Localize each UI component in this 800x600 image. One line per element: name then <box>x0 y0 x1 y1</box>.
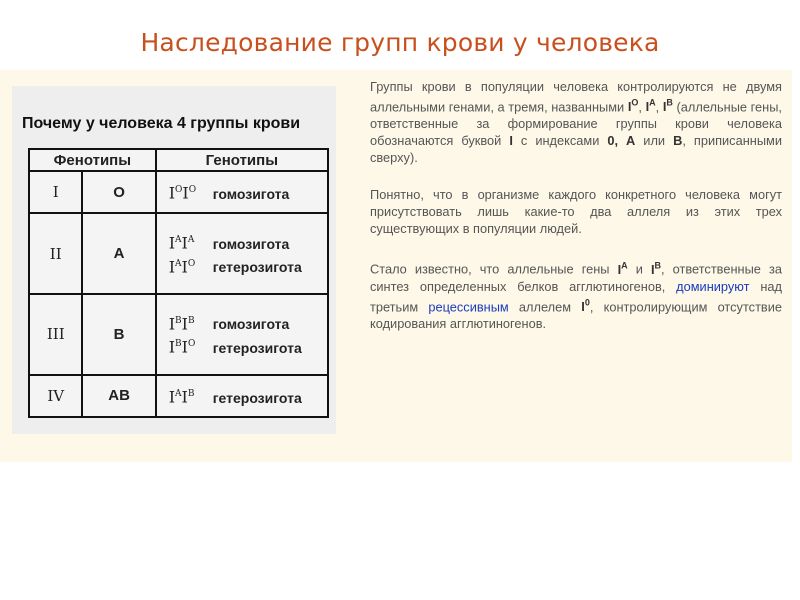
genotype-formula: $I^AI^B$ <box>168 387 195 407</box>
zygosity-label: гомозигота <box>212 316 290 333</box>
genotype-formula: $I^BI^B$ <box>168 314 195 334</box>
genotype-formula: $I^BI^O$ <box>168 337 196 357</box>
paragraph-3: Стало известно, что аллельные гены $I^A$ и $I^B$, ответственные за синтез определенных белков агглютиногенов, доминируют над третьим рецессивным аллелем $I^0$, контролирующим отсутствие кодирования агглютиногенов. <box>370 260 782 331</box>
table-row <box>29 213 328 294</box>
genotype-line <box>169 384 327 407</box>
blood-group-table-image <box>12 86 336 434</box>
genotype-formula: $I^AI^A$ <box>168 233 195 253</box>
header-genotypes: Генотипы <box>156 149 328 171</box>
table-row <box>29 171 328 213</box>
slide-title: Наследование групп крови у человека <box>140 28 660 57</box>
paragraph-2: Понятно, что в организме каждого конкретного человека могут присутствовать лишь какие-то два аллеля из этих трех существующих в популяции людей. <box>370 187 782 237</box>
genotype-formula: $I^OI^O$ <box>168 183 197 203</box>
group-number: III <box>29 294 82 375</box>
table-header-row <box>29 149 328 171</box>
zygosity-label: гетерозигота <box>212 389 302 406</box>
genotype-cell <box>156 375 328 417</box>
genotype-line <box>169 230 327 253</box>
genotype-cell <box>156 171 328 213</box>
table-row <box>29 375 328 417</box>
text-block <box>370 78 782 352</box>
header-phenotypes: Фенотипы <box>29 149 156 171</box>
genotype-line <box>169 311 327 334</box>
group-number: IV <box>29 375 82 417</box>
genotype-line <box>169 180 327 203</box>
zygosity-label: гомозигота <box>212 235 290 252</box>
genotype-line <box>169 254 327 277</box>
phenotype-cell: O <box>82 171 155 213</box>
phenotype-cell: B <box>82 294 155 375</box>
link-dominate[interactable]: доминируют <box>676 278 750 294</box>
phenotype-cell: A <box>82 213 155 294</box>
phenotype-cell: AB <box>82 375 155 417</box>
group-number: II <box>29 213 82 294</box>
genotype-cell <box>156 294 328 375</box>
zygosity-label: гетерозигота <box>212 258 302 275</box>
genotype-cell <box>156 213 328 294</box>
genotype-line <box>169 334 327 357</box>
table-heading: Почему у человека 4 группы крови <box>22 115 301 132</box>
link-recessive[interactable]: рецессивным <box>428 298 509 314</box>
paragraph-1: Группы крови в популяции человека контролируются не двумя аллельными генами, а тремя, названными $I^O$, $I^A$, $I^B$ (аллельные гены, ответственные за формирование группы крови человека обозначаются буквой I с индексами 0, А или В, приписанными сверху). <box>370 79 782 166</box>
blood-group-table <box>28 148 329 418</box>
zygosity-label: гетерозигота <box>212 339 302 356</box>
table-row <box>29 294 328 375</box>
zygosity-label: гомозигота <box>212 185 290 202</box>
genotype-formula: $I^AI^O$ <box>168 256 196 276</box>
group-number: I <box>29 171 82 213</box>
